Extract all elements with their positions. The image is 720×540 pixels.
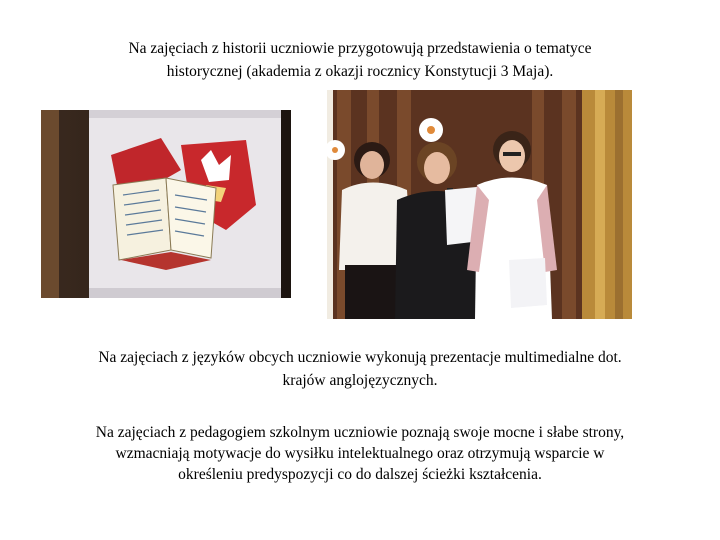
counselor-line-2: wzmacniają motywacje do wysiłku intelektualnego oraz otrzymują wsparcie w	[115, 445, 605, 462]
languages-line-1: Na zajęciach z języków obcych uczniowie wykonują prezentacje multimedialne dot.	[98, 349, 622, 366]
languages-line-2: krajów anglojęzycznych.	[282, 372, 438, 389]
counselor-line-3: określeniu predyspozycji co do dalszej ścieżki kształcenia.	[178, 466, 542, 483]
languages-paragraph	[0, 346, 720, 392]
counselor-line-1: Na zajęciach z pedagogiem szkolnym uczniowie poznają swoje mocne i słabe strony,	[95, 424, 625, 441]
counselor-paragraph	[0, 422, 720, 485]
history-line-1: Na zajęciach z historii uczniowie przygotowują przedstawienia o tematyce	[128, 40, 592, 57]
history-paragraph	[0, 37, 720, 83]
history-line-2: historycznej (akademia z okazji rocznicy Konstytucji 3 Maja).	[166, 63, 554, 80]
students-performance-photo	[327, 90, 632, 319]
projection-screen-photo	[41, 110, 291, 298]
